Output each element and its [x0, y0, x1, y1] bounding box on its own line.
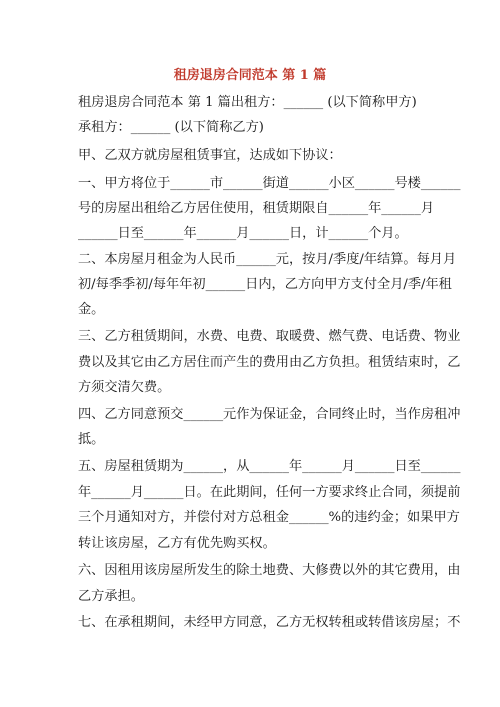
- line-1: 租房退房合同范本 第 1 篇出租方：______ (以下简称甲方): [78, 95, 417, 110]
- line-19: 六、因租用该房屋所发生的除土地费、大修费以外的其它费用，由: [78, 563, 461, 578]
- line-9: 金。: [78, 302, 105, 317]
- line-6: ______日至______年______月______日，计______个月。: [78, 226, 408, 241]
- line-4: 一、甲方将位于______市______街道______小区______号楼______: [78, 176, 461, 191]
- line-20: 乙方承担。: [78, 589, 144, 604]
- line-5: 号的房屋出租给乙方居住使用，租赁期限自______年______月: [78, 201, 435, 216]
- line-12: 方须交清欠费。: [78, 380, 171, 395]
- document-title: 租房退房合同范本 第 1 篇: [173, 68, 327, 83]
- line-3: 甲、乙双方就房屋租赁事宜，达成如下协议：: [78, 148, 342, 163]
- line-21: 七、在承租期间，未经甲方同意，乙方无权转租或转借该房屋；不: [78, 615, 461, 630]
- line-16: 年______月______日。在此期间，任何一方要求终止合同，须提前: [78, 485, 461, 500]
- line-18: 转让该房屋，乙方有优先购买权。: [78, 536, 276, 551]
- line-14: 抵。: [78, 432, 105, 447]
- line-17: 三个月通知对方，并偿付对方总租金______%的违约金；如果甲方: [78, 510, 460, 525]
- line-8: 初/每季季初/每年年初______日内，乙方向甲方支付全月/季/年租: [78, 277, 452, 292]
- line-10: 三、乙方租赁期间，水费、电费、取暖费、燃气费、电话费、物业: [78, 329, 461, 344]
- line-7: 二、本房屋月租金为人民币______元，按月/季度/年结算。每月月: [78, 252, 457, 267]
- line-11: 费以及其它由乙方居住而产生的费用由乙方负担。租赁结束时，乙: [78, 355, 461, 370]
- line-15: 五、房屋租赁期为______，从______年______月______日至______: [78, 459, 461, 474]
- line-13: 四、乙方同意预交______元作为保证金，合同终止时，当作房租冲: [78, 407, 461, 422]
- line-2: 承租方：______ (以下简称乙方): [78, 120, 264, 135]
